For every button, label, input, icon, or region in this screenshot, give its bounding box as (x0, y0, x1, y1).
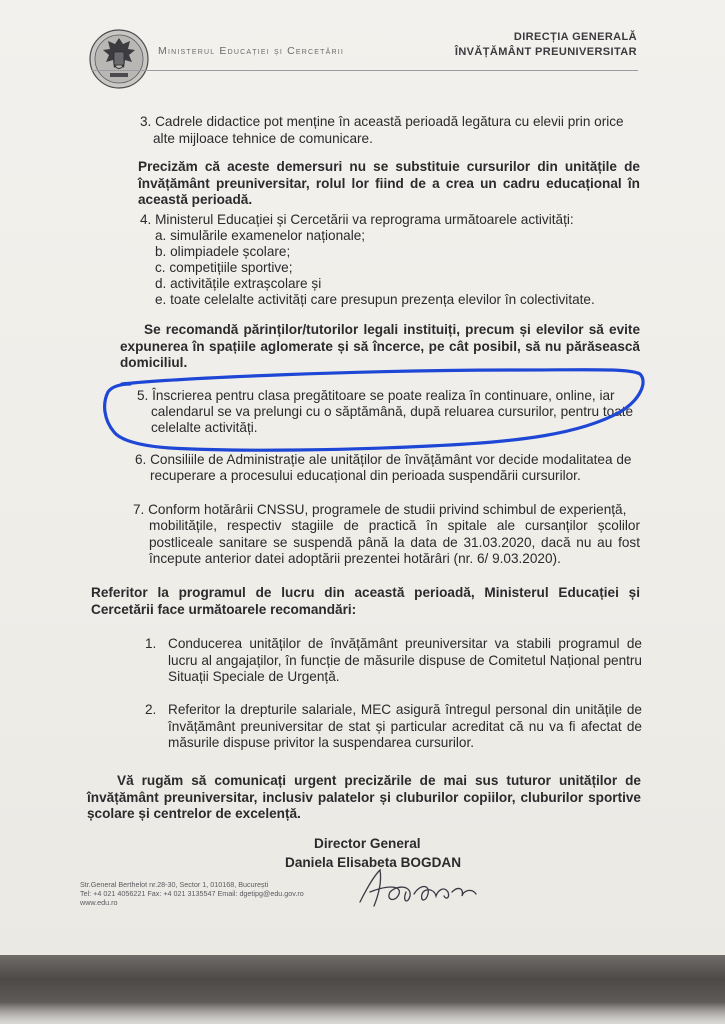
department-line-2: ÎNVĂȚĂMÂNT PREUNIVERSITAR (454, 46, 637, 58)
department-name (455, 30, 637, 60)
handwritten-signature (340, 862, 490, 912)
footer-phone-email: Tel: +4 021 4056221 Fax: +4 021 3135547 Email: dgetipg@edu.gov.ro (80, 889, 304, 898)
item-3-line-2: alte mijloace tehnice de comunicare. (153, 131, 373, 146)
recommendation-2: Referitor la drepturile salariale, MEC asigură întregul personal din unitățile de învățământ preuniversitar de stat și particular acreditat că nu va fi afectat de măsurile dispuse privitor la suspendarea cursurilor. (168, 702, 642, 750)
recommendation-1: Conducerea unităților de învățământ preuniversitar va stabili programul de lucru al angajaților, în funcție de măsurile dispuse de Comitetul Național pentru Situații Speciale de Urgență. (168, 636, 642, 684)
item-6-line-2: recuperare a procesului educațional din perioada suspendării cursurilor. (150, 468, 581, 483)
note-paragraph: Precizăm că aceste demersuri nu se substituie cursurilor din unitățile de învățământ preuniversitar, rolul lor fiind de a crea un cadru educațional în această perioadă. (138, 159, 640, 207)
item-7-rest: mobilitățile, respectiv stagiile de practică în spitale ale cursanților școlilor postliceale sanitare se suspendă până la data de 31.03.2020, dacă nu au fost începute anterior datei adoptării prezentei hotărâri (nr. 6/ 9.03.2020). (149, 518, 640, 566)
recommendation-paragraph: Se recomandă părinților/tutorilor legali instituiți, precum și elevilor să evite expunerea în spațiile aglomerate și să încerce, pe cât posibil, să nu părăsească domiciliul. (120, 322, 640, 370)
closing-paragraph: Vă rugăm să comunicați urgent precizările de mai sus tuturor unităților de învățământ preuniversitar, inclusiv palatelor și cluburilor copiilor, cluburilor sportive școlare și centrelor de excelență. (87, 773, 641, 821)
item-4-a: a. simulările examenelor naționale; (155, 228, 366, 243)
item-4-e: e. toate celelalte activități care presupun prezența elevilor în colectivitate. (155, 292, 595, 307)
footer-website: www.edu.ro (80, 898, 118, 907)
item-4-d: d. activitățile extrașcolare și (155, 276, 322, 291)
department-line-1: DIRECȚIA GENERALĂ (513, 31, 637, 43)
photo-background-surface (0, 955, 725, 1024)
item-5-line-2: calendarul se va prelungi cu o săptămână, după reluarea cursurilor, pentru toate (151, 404, 634, 419)
item-5-line-3: celelalte activități. (151, 420, 258, 435)
item-6-line-1: 6. Consiliile de Administrație ale unităților de învățământ vor decide modalitatea de (135, 452, 632, 467)
signatory-role: Director General (314, 836, 421, 851)
header-divider (92, 70, 638, 71)
item-4-b: b. olimpiadele școlare; (155, 244, 291, 259)
recommendation-1-number: 1. (145, 636, 157, 651)
item-4-c: c. competițiile sportive; (155, 260, 293, 275)
item-7-line-1: 7. Conform hotărârii CNSSU, programele de studii privind schimbul de experiență, (133, 502, 627, 517)
footer-contact (80, 880, 304, 907)
recommendation-2-number: 2. (145, 702, 157, 717)
program-intro: Referitor la programul de lucru din această perioadă, Ministerul Educației și Cercetării face următoarele recomandări: (91, 585, 640, 617)
hand-drawn-highlight-loop (100, 364, 648, 456)
footer-address: Str.General Berthelot nr.28-30, Sector 1, 010168, București (80, 880, 269, 889)
ministry-name: Ministerul Educației și Cercetării (158, 45, 345, 57)
item-4-intro: 4. Ministerul Educației și Cercetării va reprograma următoarele activități: (140, 212, 574, 227)
item-5-line-1: 5. Înscrierea pentru clasa pregătitoare se poate realiza în continuare, online, iar (137, 388, 615, 403)
romania-coat-of-arms-icon (88, 28, 150, 90)
signatory-name: Daniela Elisabeta BOGDAN (285, 855, 462, 870)
item-3-line-1: 3. Cadrele didactice pot menține în această perioadă legătura cu elevii prin orice (140, 114, 624, 129)
